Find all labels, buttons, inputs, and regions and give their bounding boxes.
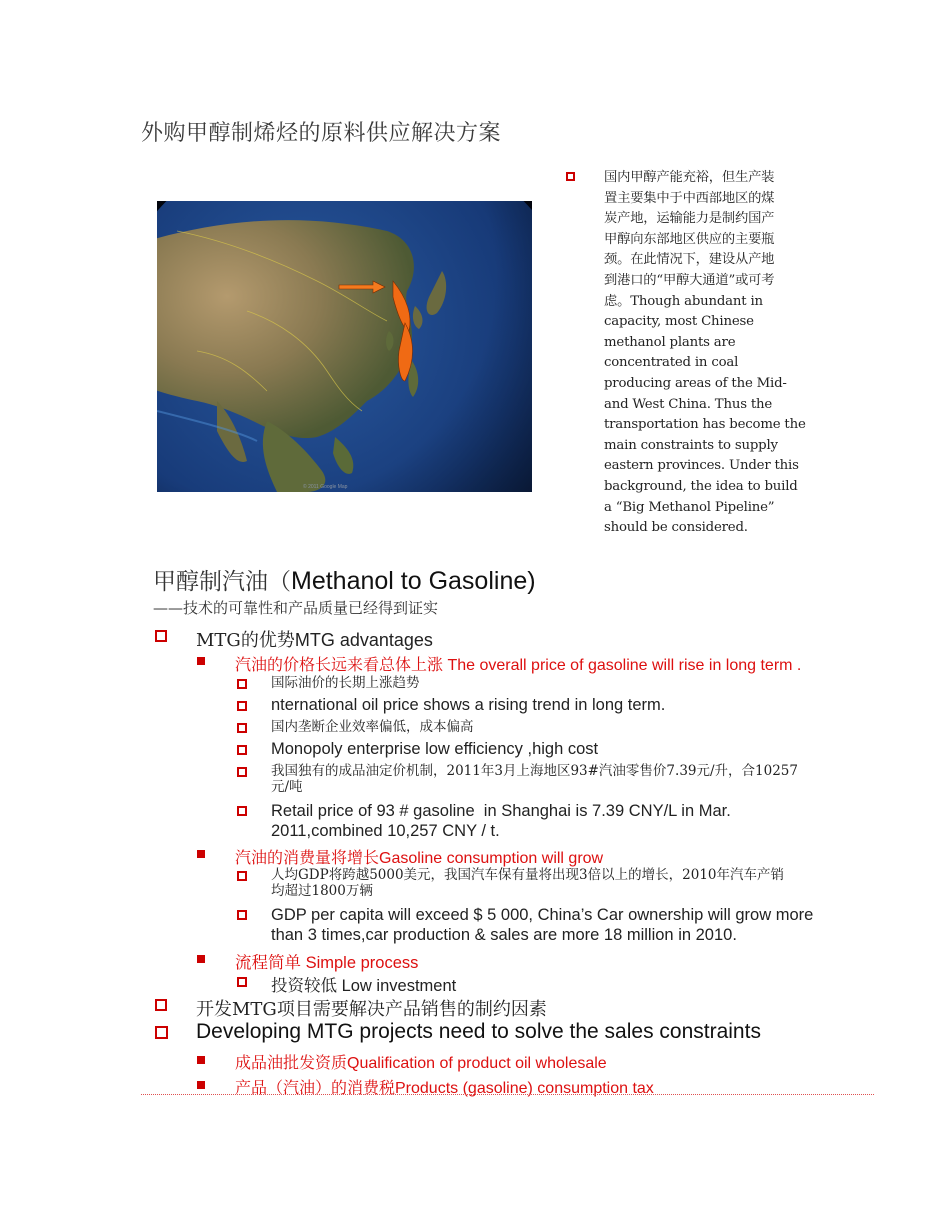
list-item: 流程简单 Simple process <box>235 954 419 972</box>
list-item-text-en: MTG advantages <box>294 630 433 650</box>
list-item: 国内垄断企业效率偏低，成本偏高 <box>271 719 474 735</box>
hollow-square-bullet-icon <box>155 999 167 1011</box>
list-item <box>196 626 433 652</box>
globe-satellite-image <box>157 201 532 492</box>
list-item: 汽油的价格长远来看总体上涨 The overall price of gasoline will rise in long term . <box>235 657 802 674</box>
list-item: Retail price of 93 # gasoline in Shanghai is 7.39 CNY/L in Mar. 2011,combined 10,257 CNY / t. <box>271 802 731 840</box>
section-title <box>153 563 536 596</box>
filled-square-bullet-icon <box>197 1056 205 1064</box>
bottom-divider <box>141 1094 874 1095</box>
section-subtitle: ——技术的可靠性和产品质量已经得到证实 <box>153 599 439 617</box>
list-item: Monopoly enterprise low efficiency ,high cost <box>271 740 599 758</box>
list-item: 国际油价的长期上涨趋势 <box>271 675 420 691</box>
list-item: nternational oil price shows a rising trend in long term. <box>271 696 666 714</box>
image-credit: © 2011 Google Map <box>303 484 348 490</box>
filled-square-bullet-icon <box>197 850 205 858</box>
hollow-square-bullet-icon <box>237 723 247 733</box>
hollow-square-bullet-icon <box>566 172 575 181</box>
list-item: GDP per capita will exceed $ 5 000, China’s Car ownership will grow more than 3 times,car production & sales are more 18 million in 2010. <box>271 906 814 944</box>
hollow-square-bullet-icon <box>155 630 167 642</box>
list-item: 成品油批发资质Qualification of product oil wholesale <box>235 1055 607 1072</box>
side-note-text: 国内甲醇产能充裕，但生产装 置主要集中于中西部地区的煤 炭产地，运输能力是制约国产 甲醇向东部地区供应的主要瓶 颈。在此情况下，建设从产地 到港口的“甲醇大通道”或可考 虑。Though abundant in capacity, most Chinese methanol plants are concentrated in coal producing areas of the Mid- and West China. Thus the transportation has become the main constraints to supply eastern provinces. Under this background, the idea to build a “Big Methanol Pipeline” should be considered. <box>604 170 806 536</box>
list-item-text-cn: MTG的优势 <box>196 630 295 651</box>
list-item: 开发MTG项目需要解决产品销售的制约因素 <box>196 999 547 1020</box>
hollow-square-bullet-icon <box>237 910 247 920</box>
list-item: 汽油的消费量将增长Gasoline consumption will grow <box>235 850 604 867</box>
list-item: 产品（汽油）的消费税Products (gasoline) consumption tax <box>235 1080 654 1097</box>
list-item: Developing MTG projects need to solve the sales constraints <box>196 1020 761 1043</box>
filled-square-bullet-icon <box>197 1081 205 1089</box>
page-title: 外购甲醇制烯烃的原料供应解决方案 <box>141 121 502 146</box>
hollow-square-bullet-icon <box>237 701 247 711</box>
hollow-square-bullet-icon <box>237 679 247 689</box>
hollow-square-bullet-icon <box>237 767 247 777</box>
side-note <box>566 168 816 539</box>
filled-square-bullet-icon <box>197 955 205 963</box>
filled-square-bullet-icon <box>197 657 205 665</box>
hollow-square-bullet-icon <box>237 745 247 755</box>
hollow-square-bullet-icon <box>237 977 247 987</box>
globe-illustration <box>157 201 532 492</box>
hollow-square-bullet-icon <box>237 806 247 816</box>
list-item: 投资较低 Low investment <box>271 977 457 995</box>
hollow-square-bullet-icon <box>155 1026 168 1039</box>
list-item: 我国独有的成品油定价机制，2011年3月上海地区93#汽油零售价7.39元/升，合10257 元/吨 <box>271 763 798 795</box>
hollow-square-bullet-icon <box>237 871 247 881</box>
section-title-en: Methanol to Gasoline) <box>291 567 536 595</box>
list-item: 人均GDP将跨越5000美元，我国汽车保有量将出现3倍以上的增长，2010年汽车产销 均超过1800万辆 <box>271 867 784 899</box>
section-title-cn: 甲醇制汽油（ <box>153 569 291 595</box>
